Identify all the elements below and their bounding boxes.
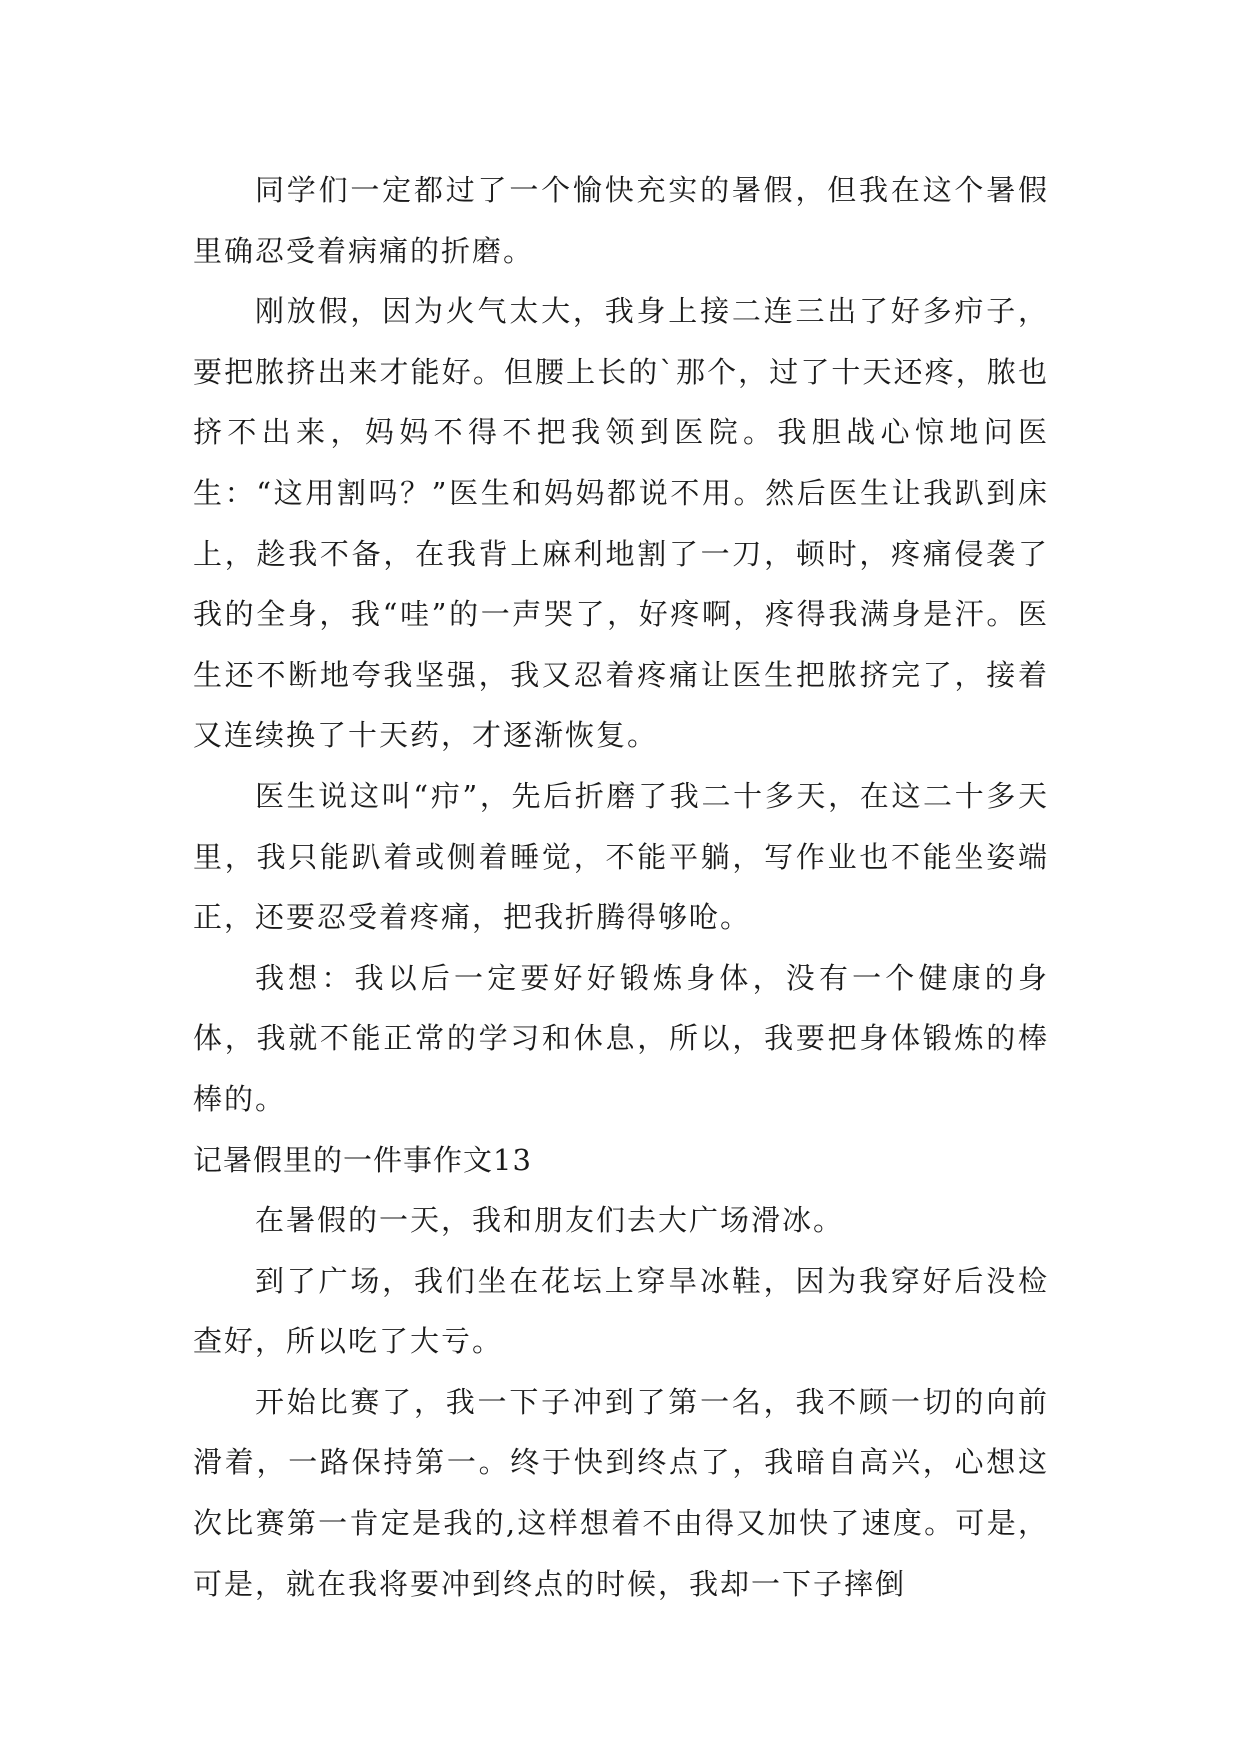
paragraph-3: 医生说这叫“疖”，先后折磨了我二十多天，在这二十多天里，我只能趴着或侧着睡觉，不能平躺，写作业也不能坐姿端正，还要忍受着疼痛，把我折腾得够呛。 <box>193 778 1049 935</box>
paragraph-5: 在暑假的一天，我和朋友们去大广场滑冰。 <box>255 1203 845 1238</box>
section-heading: 记暑假里的一件事作文13 <box>193 1142 532 1177</box>
paragraph-2: 刚放假，因为火气太大，我身上接二连三出了好多疖子，要把脓挤出来才能好。但腰上长的`那个，过了十天还疼，脓也挤不出来，妈妈不得不把我领到医院。我胆战心惊地问医生：“这用割吗？”医生和妈妈都说不用。然后医生让我趴到床上，趁我不备，在我背上麻利地割了一刀，顿时，疼痛侵袭了我的全身，我“哇”的一声哭了，好疼啊，疼得我满身是汗。医生还不断地夸我坚强，我又忍着疼痛让医生把脓挤完了，接着又连续换了十天药，才逐渐恢复。 <box>193 294 1049 753</box>
paragraph-7: 开始比赛了，我一下子冲到了第一名，我不顾一切的向前滑着，一路保持第一。终于快到终点了，我暗自高兴，心想这次比赛第一肯定是我的,这样想着不由得又加快了速度。可是，可是，就在我将要冲到终点的时候，我却一下子摔倒 <box>193 1384 1049 1601</box>
paragraph-6: 到了广场，我们坐在花坛上穿旱冰鞋，因为我穿好后没检查好，所以吃了大亏。 <box>193 1263 1049 1359</box>
document-body <box>193 160 1049 1614</box>
paragraph-4: 我想：我以后一定要好好锻炼身体，没有一个健康的身体，我就不能正常的学习和休息，所以，我要把身体锻炼的棒棒的。 <box>193 960 1049 1116</box>
paragraph-1: 同学们一定都过了一个愉快充实的暑假，但我在这个暑假里确忍受着病痛的折磨。 <box>193 173 1049 268</box>
